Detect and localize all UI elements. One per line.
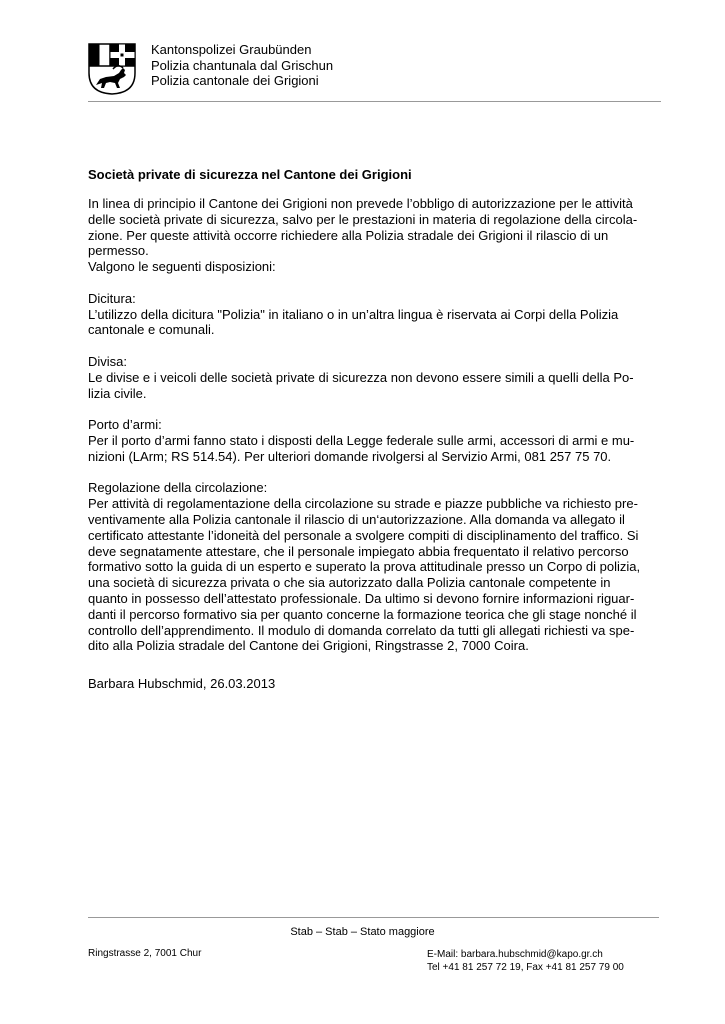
regolazione-line: formativo sotto la guida di un esperto e superato la prova attitudinale presso un Corpo di polizia, — [88, 559, 641, 575]
divisa-line: Le divise e i veicoli delle società private di sicurezza non devono essere simili a quelli della Po- — [88, 369, 634, 385]
document-body — [88, 196, 663, 654]
regolazione-line: ventivamente alla Polizia cantonale il rilascio di un‘autorizzazione. Alla domanda va allegato il — [88, 511, 625, 527]
regolazione-line: controllo dell’apprendimento. Il modulo di domanda correlato da tutti gli allegati richiesti va spe- — [88, 622, 635, 638]
dicitura-line: cantonale e comunali. — [88, 322, 215, 338]
divisa-line: lizia civile. — [88, 385, 147, 401]
porto-line: Per il porto d’armi fanno stato i disposti della Legge federale sulle armi, accessori di armi e mu- — [88, 432, 635, 448]
footer-department: Stab – Stab – Stato maggiore — [290, 926, 435, 938]
regolazione-line: deve segnatamente attestare, che il personale impiegato abbia frequentato il relativo percorso — [88, 543, 629, 559]
header-line-1: Kantonspolizei Graubünden — [151, 42, 312, 57]
regolazione-line: quanto in possesso dell’attestato professionale. Da ultimo si devono fornire informazioni riguar- — [88, 590, 635, 606]
dicitura-line: L’utilizzo della dicitura "Polizia" in italiano o in un’altra lingua è riservata ai Corpi della Polizia — [88, 306, 619, 322]
section-heading-divisa: Divisa: — [88, 353, 128, 369]
header-line-2: Polizia chantunala dal Grischun — [151, 57, 334, 73]
footer-divider — [88, 917, 659, 918]
footer-contact — [427, 948, 624, 974]
footer-phone: Tel +41 81 257 72 19, Fax +41 81 257 79 00 — [427, 962, 624, 973]
intro-line: In linea di principio il Cantone dei Grigioni non prevede l’obbligo di autorizzazione per le attività — [88, 196, 633, 211]
intro-line: zione. Per queste attività occorre richiedere alla Polizia stradale dei Grigioni il rilascio di un — [88, 227, 609, 243]
regolazione-line: una società di sicurezza privata o che sia autorizzato dalla Polizia cantonale competente in — [88, 575, 611, 591]
regolazione-line: certificato attestante l’idoneità del personale a svolgere compiti di disciplinamento del traffico. Si — [88, 527, 639, 543]
footer-email: E-Mail: barbara.hubschmid@kapo.gr.ch — [427, 949, 603, 960]
regolazione-line: dito alla Polizia stradale del Cantone dei Grigioni, Ringstrasse 2, 7000 Coira. — [88, 638, 529, 654]
section-heading-porto: Porto d’armi: — [88, 417, 162, 433]
intro-line: delle società private di sicurezza, salvo per le prestazioni in materia di regolazione della circola- — [88, 211, 638, 227]
header-line-3: Polizia cantonale dei Grigioni — [151, 73, 319, 88]
header-organization-names — [151, 42, 333, 89]
intro-line: permesso. — [88, 243, 149, 259]
porto-line: nizioni (LArm; RS 514.54). Per ulteriori domande rivolgersi al Servizio Armi, 081 257 75 70. — [88, 448, 612, 464]
signature-line: Barbara Hubschmid, 26.03.2013 — [88, 676, 276, 691]
regolazione-line: Per attività di regolamentazione della circolazione su strade e piazze pubbliche va richiesto pre- — [88, 496, 638, 512]
footer-address: Ringstrasse 2, 7001 Chur — [88, 948, 202, 959]
section-heading-dicitura: Dicitura: — [88, 290, 136, 306]
document-title: Società private di sicurezza nel Cantone dei Grigioni — [88, 167, 412, 182]
regolazione-line: danti il percorso formativo sia per quanto concerne la formazione teorica che gli stage nonché il — [88, 606, 637, 622]
section-heading-regolazione: Regolazione della circolazione: — [88, 480, 268, 496]
header-divider — [88, 101, 661, 102]
intro-line: Valgono le seguenti disposizioni: — [88, 259, 276, 275]
graubuenden-coat-of-arms-logo — [88, 43, 136, 95]
